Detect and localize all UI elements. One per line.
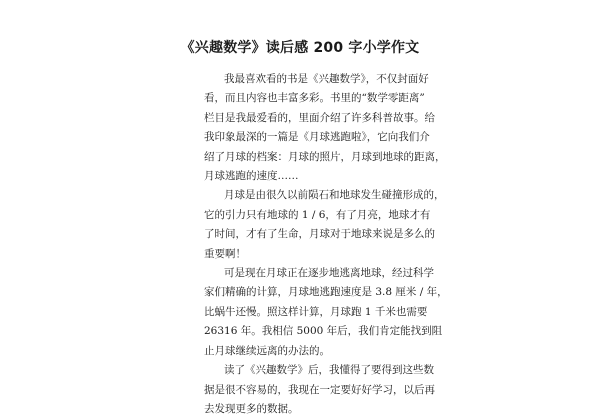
paragraph-line: 它的引力只有地球的 1 / 6，有了月亮，地球才有 bbox=[204, 208, 431, 221]
paragraph bbox=[204, 186, 445, 264]
paragraph bbox=[204, 70, 446, 186]
paragraph-line: 26316 年。我相信 5000 年后，我们肯定能找到阻 bbox=[204, 325, 443, 338]
paragraph-line: 读了《兴趣数学》后，我懂得了要得到这些数 bbox=[224, 364, 434, 377]
paragraph-line: 我最喜欢看的书是《兴趣数学》，不仅封面好 bbox=[224, 73, 429, 85]
paragraph-line: 栏目是我最爱看的，里面介绍了许多科普故事。给 bbox=[204, 111, 435, 124]
paragraph-line: 去发现更多的数据。 bbox=[204, 402, 299, 415]
paragraph-line: 据是很不容易的，我现在一定要好好学习，以后再 bbox=[204, 383, 435, 396]
paragraph-line: 月球是由很久以前陨石和地球发生碰撞形成的， bbox=[224, 189, 445, 202]
paragraph-line: 月球逃跑的速度…… bbox=[204, 170, 299, 183]
paragraph bbox=[204, 264, 448, 361]
document-body bbox=[204, 70, 448, 419]
paragraph-line: 可是现在月球正在逐步地逃离地球，经过科学 bbox=[224, 267, 434, 280]
paragraph-line: 了时间，才有了生命，月球对于地球来说是多么的 bbox=[204, 228, 435, 241]
paragraph-line: 绍了月球的档案：月球的照片，月球到地球的距离， bbox=[204, 150, 446, 163]
paragraph-line: 止月球继续远离的办法的。 bbox=[204, 344, 330, 357]
paragraph-line: 家们精确的计算，月球地逃跑速度是 3.8 厘米 / 年， bbox=[204, 286, 448, 299]
paragraph bbox=[204, 361, 435, 419]
paragraph-line: 比蜗牛还慢。照这样计算，月球跑 1 千米也需要 bbox=[204, 305, 428, 318]
paragraph-line: 看，而且内容也丰富多彩。书里的“数学零距离” bbox=[204, 92, 425, 105]
paragraph-line: 重要啊！ bbox=[204, 247, 246, 260]
paragraph-line: 我印象最深的一篇是《月球逃跑啦》，它向我们介 bbox=[204, 131, 430, 144]
document-title: 《兴趣数学》读后感 200 字小学作文 bbox=[180, 40, 420, 56]
